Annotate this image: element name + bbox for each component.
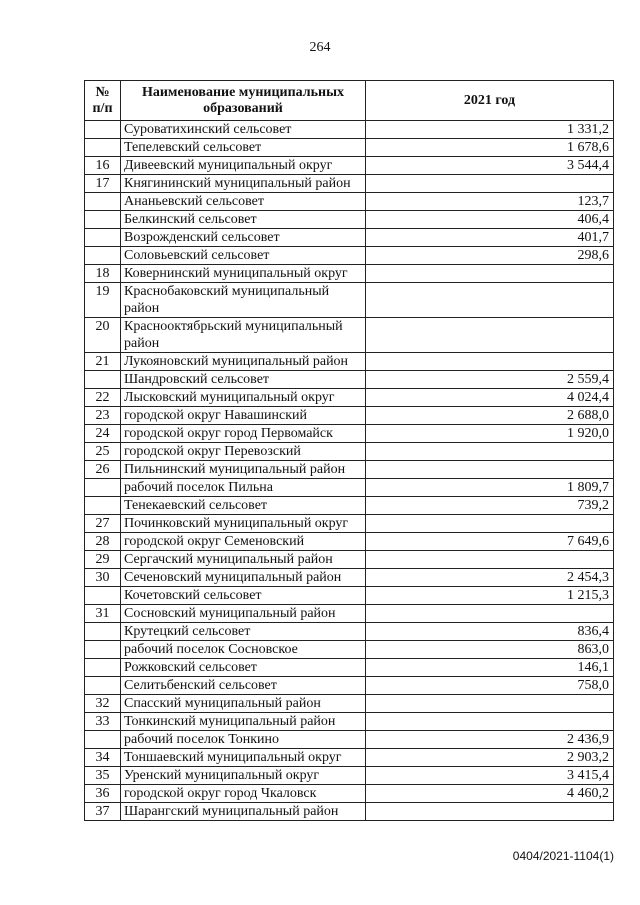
row-number: [85, 587, 121, 605]
value-2021: [366, 283, 614, 318]
value-2021: [366, 175, 614, 193]
row-number: [85, 641, 121, 659]
table-row: [85, 353, 614, 371]
municipality-name: Суроватихинский сельсовет: [121, 121, 366, 139]
table-row: [85, 283, 614, 318]
value-2021: 4 460,2: [366, 785, 614, 803]
table-row: [85, 407, 614, 425]
row-number: 29: [85, 551, 121, 569]
value-2021: [366, 551, 614, 569]
document-code: 0404/2021-1104(1): [512, 849, 614, 863]
municipality-name: Ананьевский сельсовет: [121, 193, 366, 211]
row-number: 20: [85, 318, 121, 353]
row-number: [85, 677, 121, 695]
value-2021: 4 024,4: [366, 389, 614, 407]
municipality-name: Тенекаевский сельсовет: [121, 497, 366, 515]
table-row: [85, 157, 614, 175]
row-number: [85, 623, 121, 641]
table-row: [85, 641, 614, 659]
table-row: [85, 175, 614, 193]
table-row: [85, 605, 614, 623]
table-row: [85, 749, 614, 767]
row-number: 35: [85, 767, 121, 785]
value-2021: 401,7: [366, 229, 614, 247]
value-2021: 2 436,9: [366, 731, 614, 749]
table-row: [85, 389, 614, 407]
value-2021: [366, 265, 614, 283]
row-number: 18: [85, 265, 121, 283]
row-number: 17: [85, 175, 121, 193]
table-row: [85, 371, 614, 389]
row-number: [85, 731, 121, 749]
municipality-name: Тонкинский муниципальный район: [121, 713, 366, 731]
value-2021: [366, 803, 614, 821]
municipality-name: городской округ Навашинский: [121, 407, 366, 425]
municipality-name: Тепелевский сельсовет: [121, 139, 366, 157]
table-row: [85, 569, 614, 587]
table-row: [85, 713, 614, 731]
municipality-name: Краснооктябрьский муниципальный район: [121, 318, 366, 353]
row-number: [85, 371, 121, 389]
value-2021: 739,2: [366, 497, 614, 515]
municipality-name: Починковский муниципальный округ: [121, 515, 366, 533]
row-number: 24: [85, 425, 121, 443]
table-row: [85, 551, 614, 569]
row-number: 16: [85, 157, 121, 175]
municipality-name: Дивеевский муниципальный округ: [121, 157, 366, 175]
municipality-name: Лукояновский муниципальный район: [121, 353, 366, 371]
municipality-name: рабочий поселок Сосновское: [121, 641, 366, 659]
municipality-name: Шандровский сельсовет: [121, 371, 366, 389]
municipality-name: городской округ город Чкаловск: [121, 785, 366, 803]
value-2021: 1 678,6: [366, 139, 614, 157]
municipality-name: Селитьбенский сельсовет: [121, 677, 366, 695]
value-2021: 2 559,4: [366, 371, 614, 389]
table-row: [85, 318, 614, 353]
table-row: [85, 479, 614, 497]
value-2021: [366, 605, 614, 623]
municipality-name: Крутецкий сельсовет: [121, 623, 366, 641]
page-number: 264: [309, 40, 331, 55]
value-2021: [366, 318, 614, 353]
table-row: [85, 623, 614, 641]
value-2021: 1 920,0: [366, 425, 614, 443]
table-row: [85, 121, 614, 139]
row-number: 28: [85, 533, 121, 551]
row-number: 32: [85, 695, 121, 713]
municipality-name: Белкинский сельсовет: [121, 211, 366, 229]
row-number: 27: [85, 515, 121, 533]
municipality-name: Сеченовский муниципальный район: [121, 569, 366, 587]
municipality-name: Лысковский муниципальный округ: [121, 389, 366, 407]
row-number: 19: [85, 283, 121, 318]
table-body: [85, 121, 614, 821]
row-number: 21: [85, 353, 121, 371]
row-number: 37: [85, 803, 121, 821]
municipality-name: Возрожденский сельсовет: [121, 229, 366, 247]
table-header-row: [85, 81, 614, 121]
municipal-data-table: [84, 80, 614, 821]
municipality-name: Уренский муниципальный округ: [121, 767, 366, 785]
row-number: 34: [85, 749, 121, 767]
value-2021: 123,7: [366, 193, 614, 211]
row-number: 31: [85, 605, 121, 623]
table-row: [85, 587, 614, 605]
value-2021: 7 649,6: [366, 533, 614, 551]
municipality-name: Краснобаковский муниципальный район: [121, 283, 366, 318]
header-year: 2021 год: [366, 81, 614, 121]
municipality-name: городской округ Семеновский: [121, 533, 366, 551]
header-name: Наименование муниципальных образований: [121, 81, 366, 121]
table-row: [85, 193, 614, 211]
municipality-name: Кочетовский сельсовет: [121, 587, 366, 605]
row-number: [85, 479, 121, 497]
row-number: 26: [85, 461, 121, 479]
table-row: [85, 767, 614, 785]
municipality-name: Княгининский муниципальный район: [121, 175, 366, 193]
row-number: [85, 229, 121, 247]
row-number: [85, 497, 121, 515]
table-row: [85, 533, 614, 551]
municipality-name: Спасский муниципальный район: [121, 695, 366, 713]
row-number: 22: [85, 389, 121, 407]
municipality-name: Рожковский сельсовет: [121, 659, 366, 677]
municipality-name: рабочий поселок Пильна: [121, 479, 366, 497]
table-row: [85, 659, 614, 677]
value-2021: 1 215,3: [366, 587, 614, 605]
table-row: [85, 443, 614, 461]
row-number: [85, 193, 121, 211]
row-number: [85, 121, 121, 139]
municipality-name: Пильнинский муниципальный район: [121, 461, 366, 479]
table-row: [85, 425, 614, 443]
table-row: [85, 497, 614, 515]
value-2021: [366, 695, 614, 713]
municipality-name: Тоншаевский муниципальный округ: [121, 749, 366, 767]
value-2021: 1 331,2: [366, 121, 614, 139]
table-row: [85, 211, 614, 229]
table-row: [85, 461, 614, 479]
row-number: [85, 659, 121, 677]
municipality-name: Соловьевский сельсовет: [121, 247, 366, 265]
table-row: [85, 139, 614, 157]
value-2021: 2 688,0: [366, 407, 614, 425]
value-2021: 836,4: [366, 623, 614, 641]
value-2021: 863,0: [366, 641, 614, 659]
value-2021: [366, 713, 614, 731]
header-num: № п/п: [85, 81, 121, 121]
row-number: [85, 211, 121, 229]
value-2021: 406,4: [366, 211, 614, 229]
municipality-name: рабочий поселок Тонкино: [121, 731, 366, 749]
table-row: [85, 229, 614, 247]
municipality-name: Шарангский муниципальный район: [121, 803, 366, 821]
municipality-name: Сосновский муниципальный район: [121, 605, 366, 623]
row-number: [85, 247, 121, 265]
table-row: [85, 803, 614, 821]
table-row: [85, 731, 614, 749]
table-row: [85, 677, 614, 695]
value-2021: 298,6: [366, 247, 614, 265]
table-row: [85, 695, 614, 713]
value-2021: 2 903,2: [366, 749, 614, 767]
row-number: 23: [85, 407, 121, 425]
municipality-name: Ковернинский муниципальный округ: [121, 265, 366, 283]
table-row: [85, 785, 614, 803]
value-2021: [366, 461, 614, 479]
row-number: 36: [85, 785, 121, 803]
value-2021: 2 454,3: [366, 569, 614, 587]
row-number: [85, 139, 121, 157]
value-2021: 3 544,4: [366, 157, 614, 175]
row-number: 25: [85, 443, 121, 461]
value-2021: 146,1: [366, 659, 614, 677]
table-row: [85, 515, 614, 533]
value-2021: 3 415,4: [366, 767, 614, 785]
row-number: 33: [85, 713, 121, 731]
value-2021: [366, 443, 614, 461]
municipality-name: городской округ Перевозский: [121, 443, 366, 461]
value-2021: [366, 353, 614, 371]
table-row: [85, 247, 614, 265]
value-2021: 1 809,7: [366, 479, 614, 497]
row-number: 30: [85, 569, 121, 587]
table-row: [85, 265, 614, 283]
value-2021: [366, 515, 614, 533]
municipality-name: городской округ город Первомайск: [121, 425, 366, 443]
municipality-name: Сергачский муниципальный район: [121, 551, 366, 569]
value-2021: 758,0: [366, 677, 614, 695]
